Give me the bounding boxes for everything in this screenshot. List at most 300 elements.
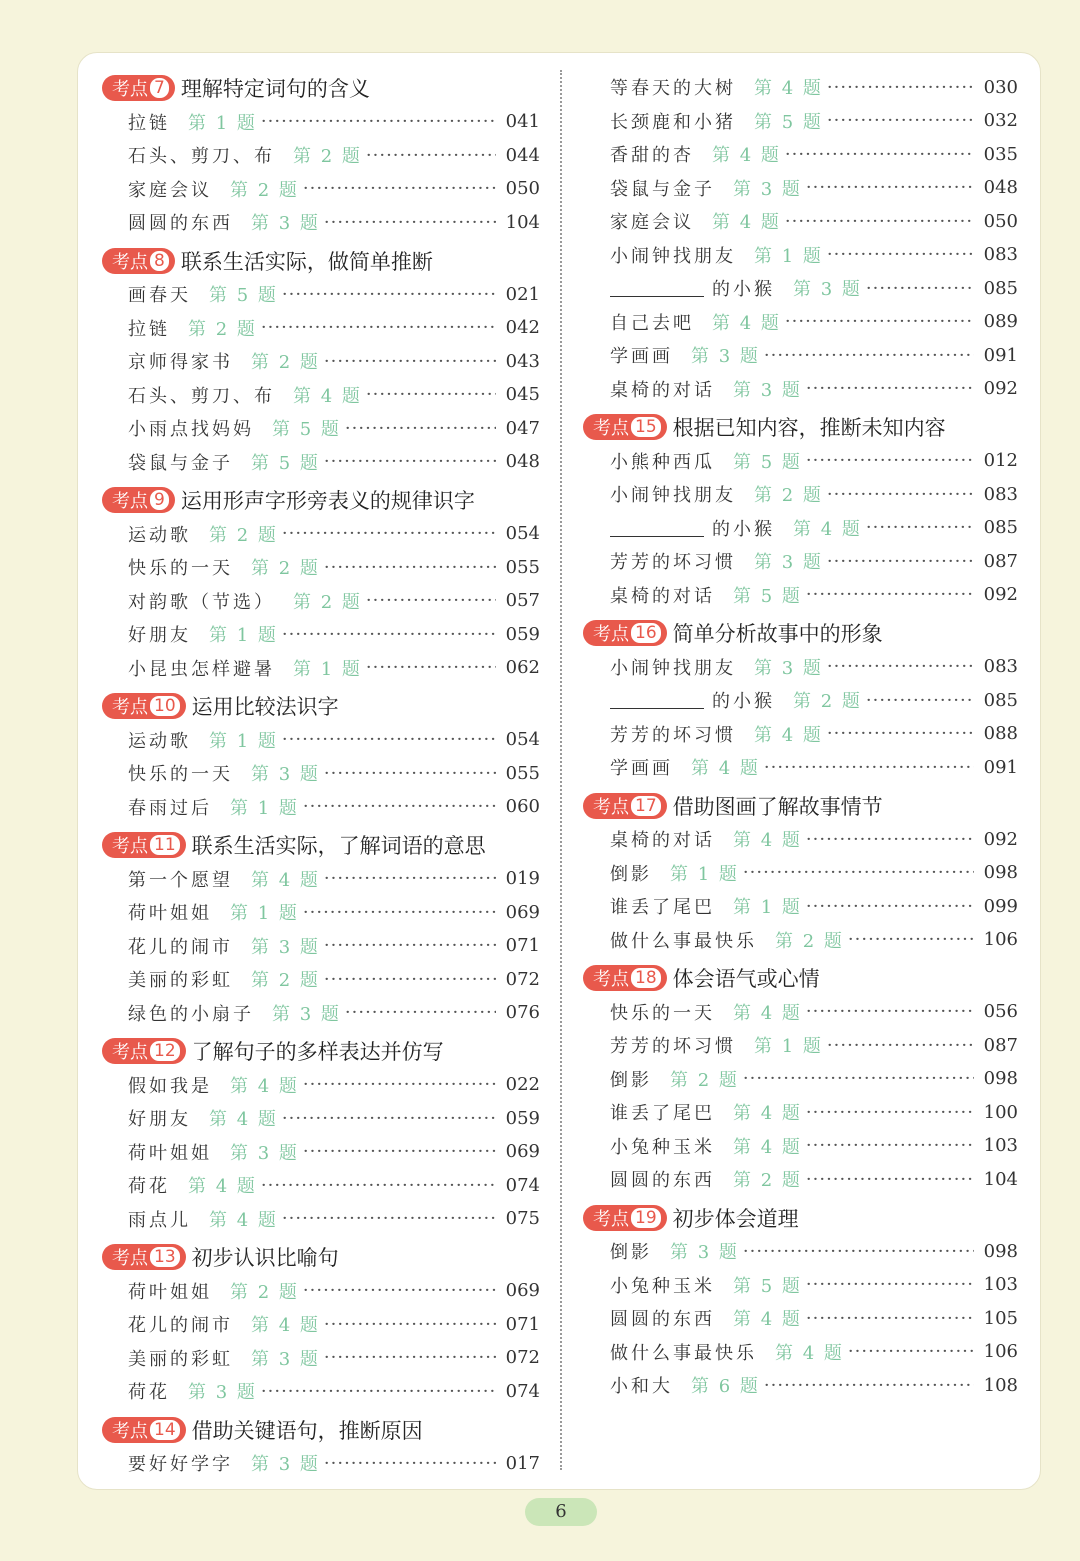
page-ref: 092: [983, 584, 1018, 605]
list-item: [610, 513, 1018, 543]
lesson-title: 好朋友: [128, 1109, 191, 1130]
dot-leader: [806, 1308, 974, 1329]
lesson-title: 的小猴: [712, 518, 775, 540]
page-ref: 019: [505, 868, 540, 889]
list-item: [128, 380, 540, 410]
lesson-title: 要好好学字: [128, 1454, 233, 1475]
question-ref: 第 4 题: [251, 869, 320, 891]
dot-leader: [806, 896, 974, 917]
lesson-title: 花儿的闹市: [128, 1315, 233, 1336]
lesson-title: 圆圆的东西: [128, 213, 233, 234]
section-heading: [102, 246, 433, 276]
page-ref: 106: [983, 1341, 1018, 1362]
list-item: [128, 1343, 540, 1373]
question-ref: 第 3 题: [691, 346, 760, 367]
dot-leader: [324, 351, 496, 372]
page-ref: 055: [505, 556, 540, 578]
page-ref: 072: [505, 1347, 540, 1368]
page-ref: 048: [505, 451, 540, 472]
lesson-title: 小闹钟找朋友: [610, 245, 736, 267]
list-item: [610, 652, 1018, 682]
question-ref: 第 5 题: [251, 452, 320, 474]
list-item: [128, 1448, 540, 1478]
question-ref: 第 4 题: [209, 1209, 278, 1231]
badge-label: 考点: [593, 1208, 629, 1230]
section-badge: [102, 693, 186, 719]
dot-leader: [324, 557, 496, 578]
list-item: [610, 1064, 1018, 1094]
question-ref: 第 3 题: [793, 279, 862, 300]
page-ref: 030: [983, 76, 1018, 98]
page-ref: 104: [983, 1168, 1018, 1190]
dot-leader: [785, 311, 974, 332]
dot-leader: [345, 418, 496, 439]
list-item: [610, 1131, 1018, 1161]
page-ref: 106: [983, 929, 1018, 950]
list-item: [128, 1103, 540, 1133]
dot-leader: [303, 1141, 496, 1162]
badge-label: 考点: [112, 1420, 148, 1442]
section-badge: [102, 248, 175, 274]
section-title: 初步认识比喻句: [191, 1246, 339, 1270]
question-ref: 第 5 题: [209, 285, 278, 306]
lesson-title: 小昆虫怎样避暑: [128, 658, 275, 680]
list-item: [610, 1164, 1018, 1194]
lesson-title: 倒影: [610, 863, 652, 885]
list-item: [610, 580, 1018, 610]
page-ref: 022: [505, 1074, 540, 1095]
dot-leader: [806, 829, 974, 850]
lesson-title: 圆圆的东西: [610, 1309, 715, 1330]
dot-leader: [282, 624, 496, 645]
dot-leader: [324, 451, 496, 472]
dot-leader: [785, 211, 974, 232]
page-ref: 012: [983, 450, 1018, 471]
page-ref: 048: [983, 177, 1018, 198]
list-item: [610, 307, 1018, 337]
question-ref: 第 4 题: [712, 212, 781, 233]
lesson-title: 倒影: [610, 1242, 652, 1263]
badge-number: 9: [150, 490, 169, 510]
dot-leader: [366, 590, 496, 611]
section-heading: [583, 1203, 799, 1233]
list-item: [128, 1276, 540, 1306]
section-title: 运用形声字形旁表义的规律识字: [180, 489, 475, 513]
list-item: [610, 858, 1018, 888]
dot-leader: [764, 345, 974, 366]
list-item: [610, 139, 1018, 169]
badge-label: 考点: [112, 697, 148, 718]
lesson-title: 荷花: [128, 1176, 170, 1197]
list-item: [128, 313, 540, 343]
dot-leader: [806, 1001, 974, 1022]
section-title: 初步体会道理: [672, 1206, 799, 1231]
dot-leader: [261, 1381, 496, 1402]
dot-leader: [848, 1341, 974, 1362]
dot-leader: [806, 1102, 974, 1123]
badge-number: 18: [631, 968, 661, 988]
dot-leader: [282, 523, 496, 544]
question-ref: 第 4 题: [754, 78, 823, 99]
list-item: [610, 1270, 1018, 1300]
dot-leader: [324, 1314, 496, 1335]
lesson-title: 荷叶姐姐: [128, 903, 212, 924]
lesson-title: 小兔种玉米: [610, 1275, 715, 1297]
badge-label: 考点: [112, 251, 148, 273]
dot-leader: [324, 935, 496, 956]
question-ref: 第 3 题: [251, 764, 320, 785]
lesson-title: 桌椅的对话: [610, 830, 715, 851]
question-ref: 第 1 题: [230, 797, 299, 819]
page-ref: 087: [983, 550, 1018, 572]
page-ref: 059: [505, 623, 540, 645]
page-ref: 092: [983, 828, 1018, 850]
lesson-title: 香甜的杏: [610, 145, 694, 166]
question-ref: 第 1 题: [188, 112, 257, 134]
page-ref: 075: [505, 1208, 540, 1229]
page-ref: 056: [983, 1001, 1018, 1022]
badge-number: 17: [631, 796, 661, 816]
section-title: 借助关键语句，推断原因: [191, 1418, 423, 1443]
page-ref: 045: [505, 384, 540, 405]
lesson-title: 小和大: [610, 1376, 673, 1397]
list-item: [610, 446, 1018, 476]
question-ref: 第 1 题: [230, 903, 299, 924]
badge-number: 10: [150, 696, 180, 716]
dot-leader: [324, 1453, 496, 1474]
dot-leader: [827, 77, 974, 98]
lesson-title: 袋鼠与金子: [128, 452, 233, 474]
question-ref: 第 2 题: [230, 179, 299, 201]
list-item: [610, 1097, 1018, 1127]
page-ref: 091: [983, 756, 1018, 778]
question-ref: 第 2 题: [293, 146, 362, 167]
section-title: 简单分析故事中的形象: [672, 622, 883, 646]
list-item: [128, 174, 540, 204]
dot-leader: [282, 284, 496, 305]
badge-label: 考点: [593, 624, 629, 645]
question-ref: 第 4 题: [691, 758, 760, 779]
lesson-title: 自己去吧: [610, 312, 694, 334]
badge-label: 考点: [112, 491, 148, 512]
list-item: [128, 1070, 540, 1100]
page-ref: 100: [983, 1101, 1018, 1123]
list-item: [128, 619, 540, 649]
section-badge: [102, 832, 186, 858]
section-badge: [583, 620, 667, 646]
question-ref: 第 4 题: [733, 830, 802, 851]
dot-leader: [324, 868, 496, 889]
page-ref: 072: [505, 968, 540, 990]
section-heading: [583, 412, 946, 442]
question-ref: 第 3 题: [230, 1142, 299, 1164]
page-ref: 091: [983, 344, 1018, 366]
dot-leader: [806, 378, 974, 399]
page-ref: 103: [983, 1274, 1018, 1295]
list-item: [610, 1370, 1018, 1400]
dot-leader: [827, 723, 974, 744]
lesson-title: 美丽的彩虹: [128, 1348, 233, 1370]
page-ref: 099: [983, 895, 1018, 917]
lesson-title: 做什么事最快乐: [610, 930, 757, 952]
fill-blank-line: [610, 691, 704, 709]
question-ref: 第 4 题: [754, 724, 823, 746]
list-item: [128, 586, 540, 616]
page-ref: 021: [505, 283, 540, 305]
section-badge: [583, 1205, 667, 1231]
list-item: [128, 1204, 540, 1234]
dot-leader: [324, 212, 496, 233]
page-ref: 059: [505, 1107, 540, 1129]
question-ref: 第 3 题: [251, 213, 320, 234]
dot-leader: [848, 929, 974, 950]
question-ref: 第 1 题: [209, 625, 278, 646]
question-ref: 第 3 题: [251, 1348, 320, 1370]
lesson-title: 拉链: [128, 318, 170, 340]
page-ref: 054: [505, 523, 540, 544]
page-ref: 050: [983, 210, 1018, 232]
question-ref: 第 2 题: [754, 485, 823, 506]
dot-leader: [282, 1108, 496, 1129]
lesson-title: 谁丢了尾巴: [610, 897, 715, 918]
question-ref: 第 1 题: [293, 658, 362, 680]
section-title: 体会语气或心情: [672, 967, 820, 991]
dot-leader: [764, 1375, 974, 1396]
lesson-title: 拉链: [128, 112, 170, 134]
list-item: [610, 1236, 1018, 1266]
dot-leader: [303, 178, 496, 199]
section-title: 借助图画了解故事情节: [672, 794, 883, 819]
question-ref: 第 4 题: [733, 1309, 802, 1330]
list-item: [128, 931, 540, 961]
list-item: [610, 479, 1018, 509]
dot-leader: [827, 656, 974, 677]
section-heading: [102, 1036, 444, 1066]
badge-label: 考点: [593, 796, 629, 818]
list-item: [610, 1030, 1018, 1060]
section-badge: [102, 1244, 186, 1270]
section-heading: [102, 1415, 423, 1445]
list-item: [128, 998, 540, 1028]
question-ref: 第 3 题: [733, 178, 802, 200]
section-heading: [102, 485, 475, 515]
page-ref: 054: [505, 729, 540, 750]
question-ref: 第 5 题: [733, 1275, 802, 1297]
section-badge: [583, 414, 667, 440]
dot-leader: [303, 1280, 496, 1301]
dot-leader: [827, 551, 974, 572]
section-heading: [102, 691, 339, 721]
dot-leader: [806, 1274, 974, 1295]
lesson-title: 家庭会议: [610, 212, 694, 233]
lesson-title: 快乐的一天: [128, 764, 233, 785]
list-item: [128, 207, 540, 237]
section-badge: [102, 487, 175, 513]
section-title: 了解句子的多样表达并仿写: [191, 1040, 444, 1064]
page-ref: 042: [505, 317, 540, 338]
lesson-title: 荷花: [128, 1382, 170, 1403]
page-ref: 041: [505, 111, 540, 132]
lesson-title: 长颈鹿和小猪: [610, 111, 736, 133]
list-item: [128, 279, 540, 309]
list-item: [128, 346, 540, 376]
page-ref: 047: [505, 417, 540, 439]
dot-leader: [261, 1175, 496, 1196]
badge-label: 考点: [593, 969, 629, 990]
list-item: [128, 1170, 540, 1200]
column-divider: [560, 70, 562, 1470]
lesson-title: 谁丢了尾巴: [610, 1103, 715, 1124]
dot-leader: [366, 145, 496, 166]
lesson-title: 假如我是: [128, 1075, 212, 1097]
badge-label: 考点: [593, 418, 629, 439]
list-item: [610, 106, 1018, 136]
question-ref: 第 2 题: [251, 558, 320, 579]
page-ref: 057: [505, 590, 540, 611]
lesson-title: 做什么事最快乐: [610, 1342, 757, 1364]
dot-leader: [303, 902, 496, 923]
page-ref: 104: [505, 211, 540, 233]
page-ref: 089: [983, 311, 1018, 332]
question-ref: 第 2 题: [775, 930, 844, 952]
list-item: [610, 752, 1018, 782]
lesson-title: 桌椅的对话: [610, 585, 715, 607]
page-ref: 098: [983, 1068, 1018, 1089]
list-item: [128, 725, 540, 755]
section-heading: [102, 1242, 339, 1272]
fill-blank-line: [610, 519, 704, 537]
lesson-title: 芳芳的坏习惯: [610, 724, 736, 746]
section-badge: [583, 965, 667, 991]
dot-leader: [827, 110, 974, 131]
question-ref: 第 4 题: [733, 1103, 802, 1124]
badge-number: 7: [150, 78, 169, 98]
dot-leader: [827, 484, 974, 505]
page-ref: 085: [983, 689, 1018, 711]
lesson-title: 快乐的一天: [128, 558, 233, 579]
page-ref: 050: [505, 178, 540, 199]
badge-number: 13: [150, 1247, 180, 1267]
page-ref: 098: [983, 1240, 1018, 1262]
lesson-title: 美丽的彩虹: [128, 970, 233, 991]
lesson-title: 运动歌: [128, 524, 191, 546]
page-ref: 032: [983, 110, 1018, 131]
page-ref: 085: [983, 277, 1018, 299]
lesson-title: 花儿的闹市: [128, 936, 233, 958]
list-item: [610, 173, 1018, 203]
question-ref: 第 4 题: [793, 518, 862, 540]
lesson-title: 京师得家书: [128, 352, 233, 373]
list-item: [610, 925, 1018, 955]
list-item: [128, 758, 540, 788]
lesson-title: 芳芳的坏习惯: [610, 1036, 736, 1057]
lesson-title: 荷叶姐姐: [128, 1281, 212, 1303]
dot-leader: [366, 384, 496, 405]
dot-leader: [866, 690, 974, 711]
page-number: 6: [525, 1498, 597, 1526]
page-ref: 088: [983, 723, 1018, 744]
question-ref: 第 3 题: [251, 936, 320, 958]
lesson-title: 倒影: [610, 1069, 652, 1091]
question-ref: 第 4 题: [733, 1136, 802, 1158]
dot-leader: [324, 969, 496, 990]
list-item: [610, 340, 1018, 370]
page-ref: 069: [505, 1280, 540, 1301]
lesson-title: 圆圆的东西: [610, 1170, 715, 1191]
question-ref: 第 3 题: [272, 1003, 341, 1025]
dot-leader: [345, 1002, 496, 1023]
list-item: [610, 891, 1018, 921]
question-ref: 第 3 题: [754, 657, 823, 679]
list-item: [610, 240, 1018, 270]
question-ref: 第 4 题: [712, 145, 781, 166]
lesson-title: 绿色的小扇子: [128, 1003, 254, 1025]
section-badge: [102, 75, 175, 101]
badge-number: 8: [150, 251, 169, 271]
dot-leader: [303, 1074, 496, 1095]
dot-leader: [806, 1169, 974, 1190]
question-ref: 第 5 题: [733, 451, 802, 473]
list-item: [610, 374, 1018, 404]
lesson-title: 等春天的大树: [610, 78, 736, 99]
question-ref: 第 2 题: [293, 591, 362, 613]
section-title: 根据已知内容，推断未知内容: [672, 416, 946, 440]
dot-leader: [282, 1208, 496, 1229]
page-ref: 074: [505, 1380, 540, 1402]
section-heading: [583, 618, 883, 648]
question-ref: 第 2 题: [251, 970, 320, 991]
dot-leader: [324, 1347, 496, 1368]
page-ref: 044: [505, 144, 540, 166]
lesson-title: 学画画: [610, 346, 673, 367]
badge-label: 考点: [112, 79, 148, 100]
dot-leader: [827, 244, 974, 265]
lesson-title: 小兔种玉米: [610, 1136, 715, 1158]
section-badge: [102, 1417, 186, 1443]
dot-leader: [366, 657, 496, 678]
page-ref: 087: [983, 1034, 1018, 1056]
question-ref: 第 2 题: [209, 524, 278, 546]
section-heading: [102, 830, 486, 860]
page-ref: 060: [505, 796, 540, 817]
list-item: [128, 897, 540, 927]
badge-number: 15: [631, 417, 661, 437]
lesson-title: 学画画: [610, 758, 673, 779]
question-ref: 第 4 题: [251, 1315, 320, 1336]
dot-leader: [303, 796, 496, 817]
section-title: 联系生活实际，做简单推断: [180, 249, 433, 274]
question-ref: 第 4 题: [209, 1109, 278, 1130]
lesson-title: 第一个愿望: [128, 869, 233, 891]
page-ref: 083: [983, 483, 1018, 505]
page-ref: 076: [505, 1002, 540, 1023]
lesson-title: 小雨点找妈妈: [128, 419, 254, 440]
page-ref: 083: [983, 656, 1018, 677]
question-ref: 第 2 题: [188, 318, 257, 340]
page-ref: 062: [505, 657, 540, 678]
page-ref: 043: [505, 350, 540, 372]
lesson-title: 桌椅的对话: [610, 379, 715, 401]
page-ref: 085: [983, 517, 1018, 538]
badge-label: 考点: [112, 836, 148, 857]
page-ref: 069: [505, 901, 540, 923]
lesson-title: 家庭会议: [128, 179, 212, 201]
list-item: [610, 997, 1018, 1027]
lesson-title: 石头、剪刀、布: [128, 146, 275, 167]
page-ref: 069: [505, 1141, 540, 1162]
section-badge: [583, 793, 667, 819]
lesson-title: 对韵歌（节选）: [128, 591, 275, 613]
